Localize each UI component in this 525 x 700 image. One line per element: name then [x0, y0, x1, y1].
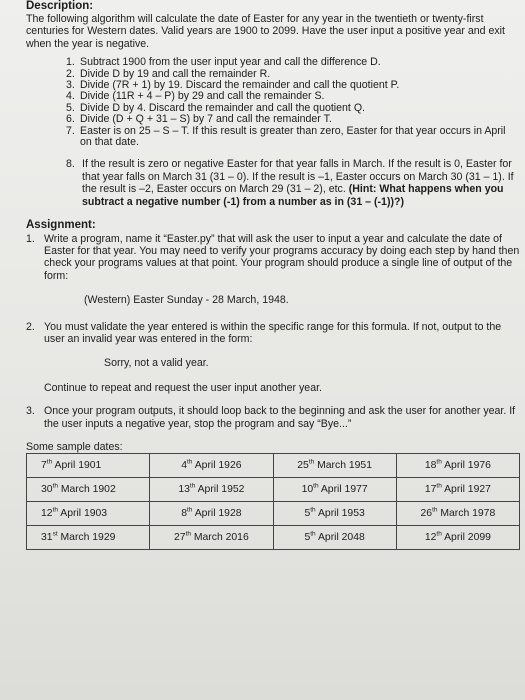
- month-year: April 1928: [192, 507, 242, 519]
- ordinal-suffix: th: [310, 506, 316, 514]
- ordinal-suffix: th: [313, 482, 319, 490]
- step-8-text: [82, 158, 520, 208]
- step-text: Divide (D + Q + 31 – S) by 7 and call the remainder T.: [80, 113, 332, 126]
- sample-date-cell: [150, 454, 273, 478]
- step-text: Divide D by 19 and call the remainder R.: [80, 67, 271, 80]
- table-row: [27, 502, 520, 526]
- task-3-text: Once your program outputs, it should loop back to the beginning and ask the user for another year. If the user inputs a negative year, stop the program and say “Bye...”: [44, 405, 516, 430]
- algorithm-steps: [66, 57, 520, 148]
- task-1-text: Write a program, name it “Easter.py” that will ask the user to input a year and calculate the date of Easter for that year. You may need to verify your programs accuracy by doing each step by hand then check your programs values at that point. Your program should produce a single line of output of the form:: [44, 232, 520, 282]
- month-year: April 1901: [52, 459, 102, 471]
- intro-paragraph: The following algorithm will calculate the date of Easter for any year in the twentieth or twenty-first centuries for Western dates. Valid years are 1900 to 2099. Have the user input a positive year and exit when the year is negative.: [26, 13, 505, 50]
- assignment-heading: Assignment:: [26, 219, 96, 232]
- month-year: March 1978: [437, 507, 496, 519]
- task-1: [26, 233, 520, 307]
- step-number: 7.: [66, 124, 75, 137]
- step-text: Divide (7R + 1) by 19. Discard the remainder and call the quotient P.: [80, 79, 400, 92]
- step-item: [66, 126, 520, 149]
- ordinal-suffix: th: [185, 530, 191, 538]
- continue-instruction: Continue to repeat and request the user input another year.: [44, 381, 322, 394]
- month-year: April 1927: [441, 483, 491, 495]
- assignment-document: [26, 0, 520, 550]
- ordinal-suffix: th: [308, 458, 315, 466]
- day-number: 5: [304, 531, 311, 543]
- sample-date-cell: [273, 526, 396, 550]
- task-2-body: [44, 321, 520, 370]
- month-year: April 1952: [195, 483, 245, 495]
- sample-date-cell: [150, 478, 273, 502]
- sample-date-cell: [396, 502, 519, 526]
- table-row: [27, 454, 520, 478]
- day-number: 4: [181, 459, 187, 471]
- sample-date-cell: [396, 526, 519, 550]
- sample-date-cell: [273, 454, 396, 478]
- ordinal-suffix: th: [187, 458, 193, 466]
- day-number: 8: [181, 507, 187, 519]
- day-number: 5: [304, 507, 311, 519]
- step-8-hint: (Hint: What happens when you subtract a negative number (-1) from a number as in (31 – (-1))?): [82, 183, 504, 208]
- day-number: 26: [420, 507, 433, 519]
- day-number: 18: [424, 459, 437, 471]
- ordinal-suffix: th: [52, 482, 58, 490]
- day-number: 13: [178, 483, 190, 495]
- month-year: April 1926: [192, 459, 242, 471]
- ordinal-suffix: th: [46, 458, 53, 466]
- sample-date-cell: [396, 454, 519, 478]
- day-number: 31: [41, 531, 53, 543]
- month-year: April 2048: [315, 531, 365, 543]
- day-number: 30: [41, 483, 53, 495]
- sample-output: (Western) Easter Sunday - 28 March, 1948.: [84, 294, 289, 307]
- sample-date-cell: [150, 526, 273, 550]
- description-heading: Description:: [26, 0, 94, 12]
- step-number: 4.: [66, 90, 75, 103]
- step-text: Divide (11R + 4 – P) by 29 and call the remainder S.: [80, 90, 325, 103]
- task-number: 2.: [26, 320, 35, 333]
- sample-date-cell: [27, 502, 150, 526]
- step-number: 8.: [66, 158, 75, 171]
- month-year: April 1977: [318, 483, 368, 495]
- month-year: April 2099: [441, 531, 491, 543]
- task-2-text: You must validate the year entered is within the specific range for this formula. If not, output to the user an invalid year was entered in the form:: [44, 320, 502, 345]
- day-number: 25: [297, 459, 309, 471]
- ordinal-suffix: th: [310, 530, 316, 538]
- sample-dates-label: Some sample dates:: [26, 440, 123, 453]
- step-text: Divide D by 4. Discard the remainder and call the quotient Q.: [80, 101, 365, 114]
- month-year: April 1953: [315, 507, 365, 519]
- sample-date-cell: [273, 478, 396, 502]
- step-item: [66, 114, 520, 125]
- table-row: [27, 526, 520, 550]
- day-number: 10: [301, 483, 314, 495]
- sample-date-cell: [150, 502, 273, 526]
- step-text: Easter is on 25 – S – T. If this result is greater than zero, Easter for that year occurs in April on that date.: [80, 124, 506, 149]
- step-number: 6.: [66, 113, 75, 126]
- month-year: March 2016: [190, 531, 249, 543]
- step-number: 2.: [66, 67, 75, 80]
- table-row: [27, 478, 520, 502]
- ordinal-suffix: st: [52, 530, 58, 538]
- task-3: [26, 405, 520, 430]
- step-8: [66, 158, 520, 208]
- step-number: 3.: [66, 79, 75, 92]
- ordinal-suffix: th: [432, 506, 438, 514]
- step-8-body: If the result is zero or negative Easter for that year falls in March. If the result is 0, Easter for that year falls on March 31 (31 – 0). If the result is –1, Easter occurs on March 30 (31 – 1). If the result is –2, Easter occurs on March 29 (31 – 2), etc.: [82, 158, 514, 196]
- step-text: Subtract 1900 from the user input year and call the difference D.: [80, 56, 381, 69]
- ordinal-suffix: th: [436, 482, 442, 490]
- task-number: 1.: [26, 232, 35, 245]
- day-number: 27: [174, 531, 186, 543]
- invalid-year-message: Sorry, not a valid year.: [104, 357, 209, 370]
- sample-date-cell: [273, 502, 396, 526]
- ordinal-suffix: th: [52, 506, 58, 514]
- month-year: March 1929: [57, 531, 116, 543]
- ordinal-suffix: th: [187, 506, 193, 514]
- step-item: [66, 57, 520, 68]
- step-number: 1.: [66, 56, 75, 69]
- month-year: April 1976: [441, 459, 491, 471]
- step-number: 5.: [66, 101, 75, 114]
- task-2: [26, 321, 520, 370]
- sample-dates-table: [26, 453, 520, 550]
- task-1-body: [44, 233, 520, 307]
- ordinal-suffix: th: [436, 458, 442, 466]
- sample-date-cell: [396, 478, 519, 502]
- month-year: March 1902: [57, 483, 116, 495]
- day-number: 12: [41, 507, 53, 519]
- day-number: 7: [41, 459, 47, 471]
- day-number: 12: [424, 531, 437, 543]
- day-number: 17: [424, 483, 437, 495]
- sample-date-cell: [27, 478, 150, 502]
- task-number: 3.: [26, 405, 35, 418]
- sample-date-cell: [27, 454, 150, 478]
- month-year: April 1903: [57, 507, 108, 519]
- ordinal-suffix: th: [189, 482, 196, 490]
- ordinal-suffix: th: [436, 530, 442, 538]
- month-year: March 1951: [314, 459, 372, 471]
- sample-date-cell: [27, 526, 150, 550]
